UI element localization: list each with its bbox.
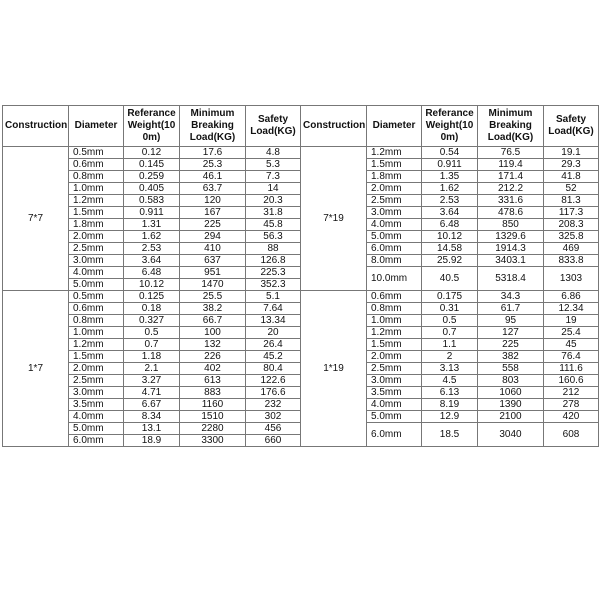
right-safety-cell: 19 [544,315,599,327]
right-safety-cell: 111.6 [544,363,599,375]
left-weight-cell: 3.64 [124,255,180,267]
left-weight-cell: 0.327 [124,315,180,327]
left-weight-cell: 0.911 [124,207,180,219]
left-weight-cell: 6.67 [124,399,180,411]
left-weight-cell: 0.12 [124,147,180,159]
right-weight-cell: 0.911 [422,159,478,171]
left-breaking-cell: 167 [180,207,246,219]
right-diameter-cell: 1.2mm [367,147,422,159]
right-breaking-cell: 1329.6 [478,231,544,243]
header-diameter-left: Diameter [69,106,124,147]
right-diameter-cell: 0.6mm [367,291,422,303]
right-weight-cell: 6.48 [422,219,478,231]
left-weight-cell: 13.1 [124,423,180,435]
right-weight-cell: 1.35 [422,171,478,183]
right-weight-cell: 3.13 [422,363,478,375]
left-diameter-cell: 3.0mm [69,255,124,267]
left-diameter-cell: 0.6mm [69,303,124,315]
left-weight-cell: 1.62 [124,231,180,243]
right-breaking-cell: 558 [478,363,544,375]
right-safety-cell: 833.8 [544,255,599,267]
right-weight-cell: 10.12 [422,231,478,243]
right-weight-cell: 40.5 [422,267,478,291]
right-safety-cell: 469 [544,243,599,255]
left-weight-cell: 0.405 [124,183,180,195]
header-construction-left: Construction [3,106,69,147]
left-diameter-cell: 5.0mm [69,423,124,435]
left-weight-cell: 4.71 [124,387,180,399]
left-weight-cell: 10.12 [124,279,180,291]
right-breaking-cell: 3040 [478,423,544,447]
right-weight-cell: 12.9 [422,411,478,423]
left-safety-cell: 126.8 [246,255,301,267]
left-safety-cell: 7.3 [246,171,301,183]
left-breaking-cell: 132 [180,339,246,351]
right-breaking-cell: 1060 [478,387,544,399]
table-row [3,147,599,159]
right-breaking-cell: 5318.4 [478,267,544,291]
right-weight-cell: 0.5 [422,315,478,327]
right-safety-cell: 1303 [544,267,599,291]
right-safety-cell: 160.6 [544,375,599,387]
left-breaking-cell: 46.1 [180,171,246,183]
left-weight-cell: 0.259 [124,171,180,183]
left-diameter-cell: 4.0mm [69,411,124,423]
right-breaking-cell: 382 [478,351,544,363]
right-weight-cell: 14.58 [422,243,478,255]
right-weight-cell: 4.5 [422,375,478,387]
right-breaking-cell: 61.7 [478,303,544,315]
right-diameter-cell: 2.0mm [367,351,422,363]
left-breaking-cell: 25.5 [180,291,246,303]
left-safety-cell: 45.2 [246,351,301,363]
left-safety-cell: 232 [246,399,301,411]
right-diameter-cell: 3.5mm [367,387,422,399]
left-breaking-cell: 66.7 [180,315,246,327]
left-diameter-cell: 0.5mm [69,147,124,159]
right-weight-cell: 0.175 [422,291,478,303]
left-diameter-cell: 2.5mm [69,243,124,255]
right-diameter-cell: 1.0mm [367,315,422,327]
right-safety-cell: 6.86 [544,291,599,303]
left-diameter-cell: 1.0mm [69,327,124,339]
left-breaking-cell: 17.6 [180,147,246,159]
right-diameter-cell: 2.5mm [367,195,422,207]
right-diameter-cell: 1.2mm [367,327,422,339]
left-weight-cell: 2.1 [124,363,180,375]
left-breaking-cell: 883 [180,387,246,399]
right-weight-cell: 6.13 [422,387,478,399]
right-weight-cell: 25.92 [422,255,478,267]
left-diameter-cell: 2.0mm [69,363,124,375]
left-diameter-cell: 0.6mm [69,159,124,171]
right-breaking-cell: 2100 [478,411,544,423]
left-breaking-cell: 226 [180,351,246,363]
header-diameter-right: Diameter [367,106,422,147]
left-safety-cell: 456 [246,423,301,435]
left-safety-cell: 88 [246,243,301,255]
right-breaking-cell: 212.2 [478,183,544,195]
right-safety-cell: 212 [544,387,599,399]
right-safety-cell: 81.3 [544,195,599,207]
wire-rope-spec-table [2,105,599,447]
right-weight-cell: 1.1 [422,339,478,351]
left-safety-cell: 4.8 [246,147,301,159]
left-breaking-cell: 25.3 [180,159,246,171]
right-breaking-cell: 95 [478,315,544,327]
right-safety-cell: 52 [544,183,599,195]
left-diameter-cell: 5.0mm [69,279,124,291]
left-safety-cell: 225.3 [246,267,301,279]
left-diameter-cell: 0.8mm [69,171,124,183]
right-diameter-cell: 8.0mm [367,255,422,267]
left-weight-cell: 0.18 [124,303,180,315]
left-weight-cell: 0.145 [124,159,180,171]
spec-table-container [2,105,598,447]
left-diameter-cell: 6.0mm [69,435,124,447]
right-bottom-construction-cell: 1*19 [301,291,367,447]
right-weight-cell: 0.7 [422,327,478,339]
right-diameter-cell: 5.0mm [367,411,422,423]
header-safety-right: Safety Load(KG) [544,106,599,147]
right-safety-cell: 117.3 [544,207,599,219]
right-breaking-cell: 803 [478,375,544,387]
table-row [3,291,599,303]
left-diameter-cell: 1.2mm [69,195,124,207]
left-breaking-cell: 613 [180,375,246,387]
header-row [3,106,599,147]
left-diameter-cell: 1.5mm [69,351,124,363]
right-safety-cell: 45 [544,339,599,351]
left-safety-cell: 352.3 [246,279,301,291]
right-safety-cell: 76.4 [544,351,599,363]
left-diameter-cell: 0.8mm [69,315,124,327]
right-breaking-cell: 34.3 [478,291,544,303]
right-breaking-cell: 331.6 [478,195,544,207]
left-breaking-cell: 225 [180,219,246,231]
left-breaking-cell: 410 [180,243,246,255]
left-weight-cell: 0.125 [124,291,180,303]
right-diameter-cell: 10.0mm [367,267,422,291]
right-breaking-cell: 119.4 [478,159,544,171]
left-weight-cell: 0.7 [124,339,180,351]
right-diameter-cell: 1.5mm [367,159,422,171]
left-safety-cell: 176.6 [246,387,301,399]
right-breaking-cell: 850 [478,219,544,231]
left-breaking-cell: 100 [180,327,246,339]
right-safety-cell: 608 [544,423,599,447]
left-breaking-cell: 1510 [180,411,246,423]
left-weight-cell: 8.34 [124,411,180,423]
left-safety-cell: 20.3 [246,195,301,207]
left-diameter-cell: 1.0mm [69,183,124,195]
left-safety-cell: 5.3 [246,159,301,171]
header-safety-left: Safety Load(KG) [246,106,301,147]
left-diameter-cell: 3.0mm [69,387,124,399]
left-weight-cell: 6.48 [124,267,180,279]
right-breaking-cell: 3403.1 [478,255,544,267]
left-breaking-cell: 38.2 [180,303,246,315]
right-breaking-cell: 76.5 [478,147,544,159]
header-breaking-right: Minimum Breaking Load(KG) [478,106,544,147]
right-safety-cell: 29.3 [544,159,599,171]
right-diameter-cell: 1.8mm [367,171,422,183]
header-weight-left: Referance Weight(10 0m) [124,106,180,147]
left-safety-cell: 13.34 [246,315,301,327]
left-safety-cell: 56.3 [246,231,301,243]
left-breaking-cell: 3300 [180,435,246,447]
left-safety-cell: 14 [246,183,301,195]
right-weight-cell: 2 [422,351,478,363]
right-breaking-cell: 1914.3 [478,243,544,255]
left-safety-cell: 31.8 [246,207,301,219]
left-top-construction-cell: 7*7 [3,147,69,291]
right-safety-cell: 278 [544,399,599,411]
right-breaking-cell: 127 [478,327,544,339]
left-safety-cell: 26.4 [246,339,301,351]
left-diameter-cell: 1.8mm [69,219,124,231]
right-diameter-cell: 2.5mm [367,363,422,375]
right-diameter-cell: 2.0mm [367,183,422,195]
right-breaking-cell: 225 [478,339,544,351]
right-weight-cell: 18.5 [422,423,478,447]
left-breaking-cell: 951 [180,267,246,279]
right-safety-cell: 420 [544,411,599,423]
left-safety-cell: 5.1 [246,291,301,303]
left-diameter-cell: 4.0mm [69,267,124,279]
right-diameter-cell: 5.0mm [367,231,422,243]
left-diameter-cell: 1.5mm [69,207,124,219]
right-weight-cell: 0.54 [422,147,478,159]
right-diameter-cell: 1.5mm [367,339,422,351]
right-safety-cell: 19.1 [544,147,599,159]
left-weight-cell: 0.583 [124,195,180,207]
right-top-construction-cell: 7*19 [301,147,367,291]
right-safety-cell: 325.8 [544,231,599,243]
right-diameter-cell: 4.0mm [367,399,422,411]
left-weight-cell: 1.18 [124,351,180,363]
left-safety-cell: 302 [246,411,301,423]
header-breaking-left: Minimum Breaking Load(KG) [180,106,246,147]
right-weight-cell: 1.62 [422,183,478,195]
left-safety-cell: 20 [246,327,301,339]
left-safety-cell: 80.4 [246,363,301,375]
left-diameter-cell: 1.2mm [69,339,124,351]
left-safety-cell: 660 [246,435,301,447]
left-breaking-cell: 1470 [180,279,246,291]
right-diameter-cell: 3.0mm [367,207,422,219]
left-breaking-cell: 63.7 [180,183,246,195]
right-safety-cell: 208.3 [544,219,599,231]
left-breaking-cell: 637 [180,255,246,267]
left-breaking-cell: 2280 [180,423,246,435]
left-weight-cell: 18.9 [124,435,180,447]
left-weight-cell: 2.53 [124,243,180,255]
left-safety-cell: 7.64 [246,303,301,315]
left-diameter-cell: 2.5mm [69,375,124,387]
right-diameter-cell: 6.0mm [367,243,422,255]
right-diameter-cell: 3.0mm [367,375,422,387]
left-weight-cell: 1.31 [124,219,180,231]
header-weight-right: Referance Weight(10 0m) [422,106,478,147]
right-weight-cell: 8.19 [422,399,478,411]
header-construction-right: Construction [301,106,367,147]
left-breaking-cell: 294 [180,231,246,243]
left-breaking-cell: 402 [180,363,246,375]
right-weight-cell: 2.53 [422,195,478,207]
right-diameter-cell: 4.0mm [367,219,422,231]
left-safety-cell: 45.8 [246,219,301,231]
right-breaking-cell: 1390 [478,399,544,411]
left-diameter-cell: 2.0mm [69,231,124,243]
right-safety-cell: 41.8 [544,171,599,183]
spec-table-body [3,147,599,447]
left-bottom-construction-cell: 1*7 [3,291,69,447]
left-diameter-cell: 0.5mm [69,291,124,303]
left-safety-cell: 122.6 [246,375,301,387]
left-diameter-cell: 3.5mm [69,399,124,411]
right-breaking-cell: 478.6 [478,207,544,219]
right-safety-cell: 25.4 [544,327,599,339]
right-diameter-cell: 6.0mm [367,423,422,447]
right-diameter-cell: 0.8mm [367,303,422,315]
right-weight-cell: 3.64 [422,207,478,219]
right-weight-cell: 0.31 [422,303,478,315]
left-breaking-cell: 120 [180,195,246,207]
right-safety-cell: 12.34 [544,303,599,315]
left-weight-cell: 3.27 [124,375,180,387]
left-breaking-cell: 1160 [180,399,246,411]
left-weight-cell: 0.5 [124,327,180,339]
right-breaking-cell: 171.4 [478,171,544,183]
